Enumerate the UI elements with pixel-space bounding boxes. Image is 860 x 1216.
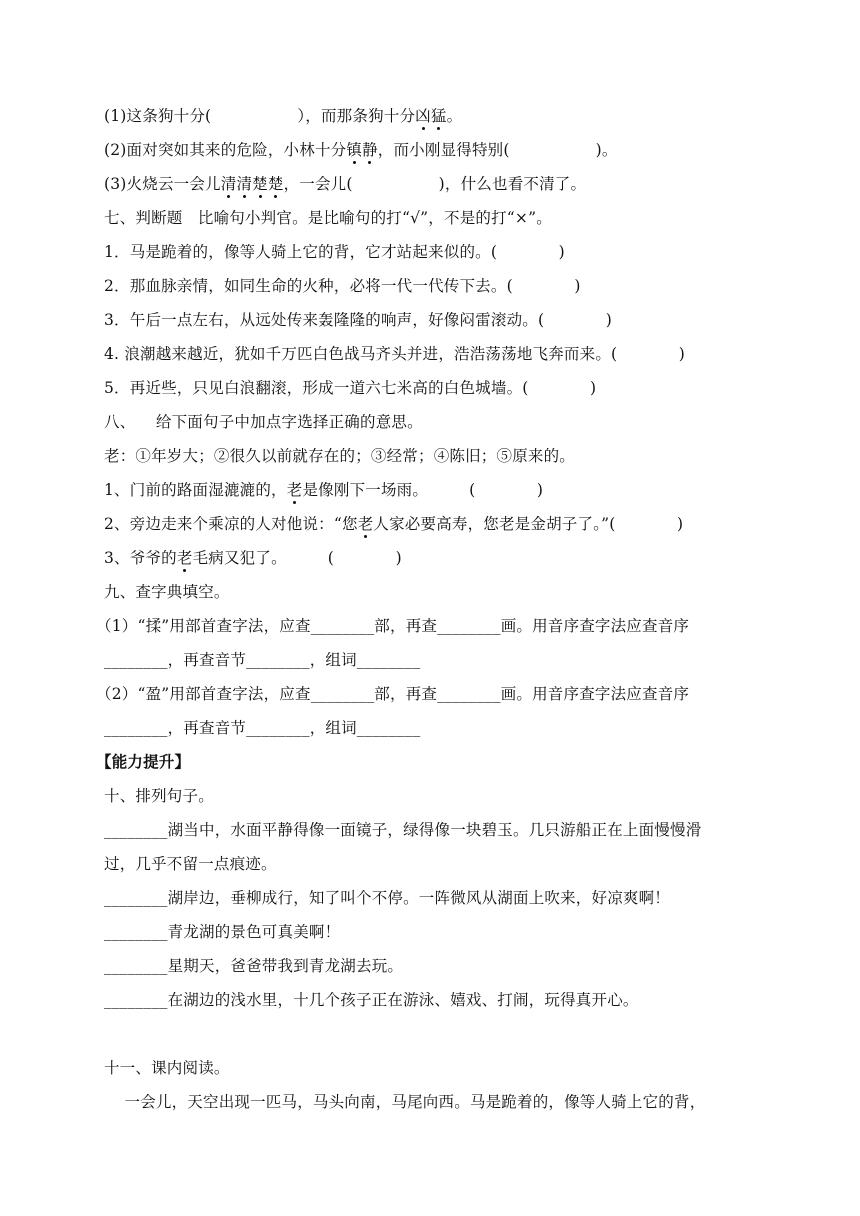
s7-item-5: 5．再近些，只见白浪翻滚，形成一道六七米高的白色城墙。( ): [104, 379, 597, 397]
s6-question-1: (1)这条狗十分( ），而那条狗十分凶猛。: [104, 107, 463, 125]
dotted-char: 清: [220, 175, 237, 193]
s9-question-1-line-2: ________，再查音节________，组词________: [104, 651, 421, 669]
s7-item-2: 2．那血脉亲情，如同生命的火种，必将一代一代传下去。( ): [104, 277, 581, 295]
s6-question-3: (3)火烧云一会儿清清楚楚，一会儿( )，什么也看不清了。: [104, 175, 587, 193]
s8-question-1: 1、门前的路面湿漉漉的，老是像刚下一场雨。 ( ): [104, 481, 544, 499]
ability-heading: 【能力提升】: [96, 752, 191, 771]
s10-line-6: ________在湖边的浅水里，十几个孩子正在游泳、嬉戏、打闹，玩得真开心。: [104, 991, 639, 1009]
s10-heading: 十、排列句子。: [104, 787, 214, 805]
s7-item-4: 4. 浪潮越来越近，犹如千万匹白色战马齐头并进，浩浩荡荡地飞奔而来。( ): [104, 345, 686, 363]
s11-passage: 一会儿，天空出现一匹马，马头向南，马尾向西。马是跪着的，像等人骑上它的背，: [104, 1093, 706, 1111]
dotted-char: 静: [362, 141, 378, 159]
dotted-char: 楚: [252, 175, 268, 193]
s8-options: 老：①年岁大；②很久以前就存在的；③经常；④陈旧；⑤原来的。: [104, 447, 576, 465]
s9-heading: 九、查字典填空。: [104, 583, 230, 601]
s8-heading: 八、 给下面句子中加点字选择正确的意思。: [104, 413, 423, 431]
s6-question-2: (2)面对突如其来的危险，小林十分镇静，而小刚显得特别( )。: [104, 141, 618, 159]
dotted-char: 老: [286, 481, 303, 499]
dotted-char: 清: [236, 175, 253, 193]
s8-question-3: 3、爷爷的老毛病又犯了。 ( ): [104, 549, 402, 567]
s9-question-2-line-2: ________，再查音节________，组词________: [104, 719, 421, 737]
dotted-char: 楚: [267, 175, 284, 193]
s10-line-5: ________星期天，爸爸带我到青龙湖去玩。: [104, 957, 404, 975]
s10-line-2: 过，几乎不留一点痕迹。: [104, 855, 277, 873]
s9-question-1-line-1: （1）“揉”用部首查字法，应查________部，再查________画。用音序查字法应查音序: [96, 617, 690, 635]
s11-heading: 十一、课内阅读。: [104, 1059, 230, 1077]
s7-heading: 七、判断题 比喻句小判官。是比喻句的打“√”，不是的打“×”。: [104, 209, 552, 227]
s9-question-2-line-1: （2）“盈”用部首查字法，应查________部，再查________画。用音序查字法应查音序: [96, 685, 690, 703]
s7-item-3: 3．午后一点左右，从远处传来轰隆隆的响声，好像闷雷滚动。( ): [104, 311, 612, 329]
s8-question-2: 2、旁边走来个乘凉的人对他说：“您老人家必要高寿，您老是金胡子了。”( ): [104, 515, 684, 533]
dotted-char: 猛: [430, 107, 447, 125]
dotted-char: 凶: [415, 107, 431, 125]
s10-line-3: ________湖岸边，垂柳成行，知了叫个不停。一阵微风从湖面上吹来，好凉爽啊！: [104, 889, 671, 907]
dotted-char: 镇: [346, 141, 363, 159]
s7-item-1: 1．马是跪着的，像等人骑上它的背，它才站起来似的。( ): [104, 243, 565, 261]
s10-line-1: ________湖当中，水面平静得像一面镜子，绿得像一块碧玉。几只游船正在上面慢慢滑: [104, 821, 702, 839]
dotted-char: 老: [357, 515, 374, 533]
s10-line-4: ________青龙湖的景色可真美啊！: [104, 923, 341, 941]
dotted-char: 老: [176, 549, 193, 567]
